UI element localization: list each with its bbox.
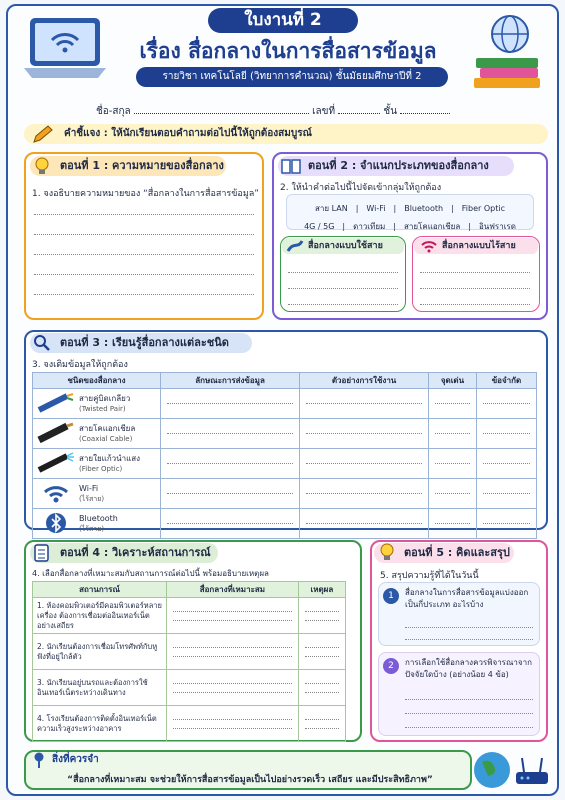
- situation-cell: 3. นักเรียนอยู่บนรถและต้องการใช้อินเทอร์เน็ตระหว่างเดินทาง: [33, 670, 167, 706]
- summary-number: 2: [383, 658, 399, 674]
- media-sub: (Fiber Optic): [79, 464, 123, 473]
- answer-cell[interactable]: [161, 449, 300, 479]
- number-label: เลขที่: [312, 106, 336, 117]
- summary-question: การเลือกใช้สื่อกลางควรพิจารณาจากปัจจัยใดบ้าง (อย่างน้อย 4 ข้อ): [405, 658, 532, 679]
- answer-cell[interactable]: [476, 389, 536, 419]
- answer-line[interactable]: [405, 727, 533, 728]
- word-chip: 4G / 5G: [304, 222, 335, 231]
- part5-question: 5. สรุปความรู้ที่ได้ในวันนี้: [380, 571, 479, 581]
- word-separator: |: [355, 204, 359, 213]
- fiber-optic-cable-icon: [37, 452, 75, 476]
- word-bank-row-1: [287, 198, 533, 216]
- answer-line[interactable]: [34, 254, 254, 255]
- answer-cell[interactable]: [476, 479, 536, 509]
- media-type-cell: [33, 419, 161, 449]
- answer-cell[interactable]: [476, 419, 536, 449]
- twisted-pair-cable-icon: [37, 392, 75, 416]
- answer-cell[interactable]: [429, 449, 477, 479]
- pin-icon: [30, 751, 48, 769]
- answer-cell[interactable]: [300, 419, 429, 449]
- table-row: [33, 598, 346, 634]
- name-label: ชื่อ-สกุล: [96, 106, 131, 117]
- word-separator: |: [393, 222, 396, 231]
- situation-table: [32, 581, 346, 742]
- wifi-icon: [37, 482, 75, 506]
- summary-question: สื่อกลางในการสื่อสารข้อมูลแบ่งออกเป็นกี่ประเภท อะไรบ้าง: [405, 588, 529, 609]
- column-header: ชนิดของสื่อกลาง: [33, 373, 161, 389]
- answer-line[interactable]: [34, 274, 254, 275]
- checklist-icon: [33, 544, 51, 562]
- table-row: [33, 389, 537, 419]
- situation-cell: 4. โรงเรียนต้องการติดตั้งอินเทอร์เน็ตความเร็วสูงระหว่างอาคาร: [33, 706, 167, 742]
- word-chip: สายโคแอกเชียล: [403, 222, 461, 231]
- book-icon: [280, 157, 302, 175]
- summary-item-2: [378, 652, 540, 736]
- media-sub: (ไร้สาย): [79, 524, 105, 533]
- answer-line[interactable]: [288, 272, 398, 273]
- bluetooth-icon: [37, 512, 75, 536]
- answer-cell[interactable]: [167, 634, 299, 670]
- answer-line[interactable]: [34, 234, 254, 235]
- lightbulb-icon: [33, 157, 51, 175]
- name-field[interactable]: [134, 104, 309, 114]
- part4-title: ตอนที่ 4 : วิเคราะห์สถานการณ์: [30, 543, 218, 563]
- answer-cell[interactable]: [300, 389, 429, 419]
- media-sub: (ไร้สาย): [79, 494, 105, 503]
- part3-title: ตอนที่ 3 : เรียนรู้สื่อกลางแต่ละชนิด: [30, 333, 252, 353]
- column-header: เหตุผล: [298, 582, 345, 598]
- answer-cell[interactable]: [161, 389, 300, 419]
- remember-text: “สื่อกลางที่เหมาะสม จะช่วยให้การสื่อสารข้อมูลเป็นไปอย่างรวดเร็ว เสถียร และมีประสิทธิภาพ”: [67, 775, 433, 785]
- globe-router-icon: [472, 746, 552, 792]
- table-row: [33, 479, 537, 509]
- column-header: สื่อกลางที่เหมาะสม: [167, 582, 299, 598]
- part4-question: 4. เลือกสื่อกลางที่เหมาะสมกับสถานการณ์ต่อไปนี้ พร้อมอธิบายเหตุผล: [32, 569, 269, 578]
- answer-line[interactable]: [288, 288, 398, 289]
- word-chip: สาย LAN: [315, 204, 348, 213]
- part1-title: ตอนที่ 1 : ความหมายของสื่อกลาง: [30, 156, 226, 176]
- media-type-cell: [33, 389, 161, 419]
- word-chip: Fiber Optic: [461, 204, 505, 213]
- word-separator: |: [451, 204, 454, 213]
- wifi-icon: [420, 239, 438, 253]
- answer-cell[interactable]: [300, 479, 429, 509]
- summary-number: 1: [383, 588, 399, 604]
- column-header: ลักษณะการส่งข้อมูล: [161, 373, 300, 389]
- idea-bulb-icon: [378, 543, 396, 561]
- word-separator: |: [393, 204, 397, 213]
- answer-cell[interactable]: [300, 449, 429, 479]
- word-separator: |: [342, 222, 346, 231]
- word-bank: [286, 194, 534, 230]
- student-info-row: [96, 104, 450, 119]
- word-separator: |: [468, 222, 471, 231]
- answer-cell[interactable]: [167, 670, 299, 706]
- answer-line[interactable]: [405, 627, 533, 628]
- table-row: [33, 419, 537, 449]
- answer-cell[interactable]: [429, 509, 477, 539]
- media-type-cell: [33, 479, 161, 509]
- answer-cell[interactable]: [167, 706, 299, 742]
- media-type-cell: [33, 449, 161, 479]
- media-sub: (Coaxial Cable): [79, 434, 133, 443]
- answer-cell[interactable]: [476, 449, 536, 479]
- table-row: [33, 509, 537, 539]
- answer-line[interactable]: [405, 639, 533, 640]
- word-chip: Wi-Fi: [366, 204, 386, 213]
- answer-line[interactable]: [34, 294, 254, 295]
- part2-question: 2. ให้นำคำต่อไปนี้ไปจัดเข้ากลุ่มให้ถูกต้อง: [280, 183, 442, 193]
- situation-cell: 2. นักเรียนต้องการเชื่อมโทรศัพท์กับหูฟังที่อยู่ใกล้ตัว: [33, 634, 167, 670]
- media-name: สายใยแก้วนำแสง: [79, 453, 141, 463]
- answer-line[interactable]: [288, 304, 398, 305]
- column-header: ตัวอย่างการใช้งาน: [300, 373, 429, 389]
- course-label: รายวิชา เทคโนโลยี (วิทยาการคำนวณ) ชั้นมัธยมศึกษาปีที่ 2: [136, 67, 448, 87]
- word-chip: ดาวเทียม: [353, 222, 386, 231]
- table-row: [33, 634, 346, 670]
- media-name: Bluetooth: [79, 513, 118, 523]
- answer-cell[interactable]: [476, 509, 536, 539]
- media-table: [32, 372, 537, 539]
- word-bank-row-2: [287, 216, 533, 234]
- answer-cell[interactable]: [429, 419, 477, 449]
- answer-cell[interactable]: [161, 509, 300, 539]
- answer-cell[interactable]: [298, 598, 345, 634]
- class-label: ชั้น: [383, 106, 398, 117]
- column-header: ข้อจำกัด: [476, 373, 536, 389]
- answer-line[interactable]: [420, 272, 530, 273]
- answer-cell[interactable]: [429, 479, 477, 509]
- summary-item-1: [378, 582, 540, 646]
- instruction-bar: คำชี้แจง : ให้นักเรียนตอบคำถามต่อไปนี้ให้ถูกต้องสมบูรณ์: [24, 124, 548, 144]
- answer-line[interactable]: [34, 214, 254, 215]
- answer-line[interactable]: [420, 288, 530, 289]
- class-field[interactable]: [400, 104, 450, 114]
- media-name: Wi-Fi: [79, 483, 99, 493]
- part3-question: 3. จงเติมข้อมูลให้ถูกต้อง: [32, 360, 128, 370]
- part2-title: ตอนที่ 2 : จำแนกประเภทของสื่อกลาง: [278, 156, 514, 176]
- column-header: จุดเด่น: [429, 373, 477, 389]
- number-field[interactable]: [338, 104, 380, 114]
- table-row: [33, 449, 537, 479]
- answer-cell[interactable]: [161, 419, 300, 449]
- pencil-icon: [30, 124, 56, 146]
- globe-books-icon: [466, 12, 548, 94]
- answer-cell[interactable]: [300, 509, 429, 539]
- column-header: สถานการณ์: [33, 582, 167, 598]
- answer-cell[interactable]: [161, 479, 300, 509]
- media-sub: (Twisted Pair): [79, 404, 126, 413]
- answer-cell[interactable]: [167, 598, 299, 634]
- table-row: [33, 670, 346, 706]
- answer-cell[interactable]: [298, 634, 345, 670]
- answer-cell[interactable]: [298, 706, 345, 742]
- wireless-group-label: สื่อกลางแบบไร้สาย: [414, 238, 538, 254]
- wired-group-label: สื่อกลางแบบใช้สาย: [282, 238, 404, 254]
- worksheet-title: ใบงานที่ 2: [208, 8, 358, 33]
- word-chip: Bluetooth: [404, 204, 444, 213]
- laptop-wifi-icon: [22, 14, 112, 94]
- media-name: สายโคแอกเชียล: [79, 423, 136, 433]
- answer-line[interactable]: [405, 699, 533, 700]
- situation-cell: 1. ห้องคอมพิวเตอร์มีคอมพิวเตอร์หลายเครื่อง ต้องการเชื่อมต่ออินเทอร์เน็ตอย่างเสถียร: [33, 598, 167, 634]
- answer-cell[interactable]: [298, 670, 345, 706]
- magnifier-icon: [33, 334, 51, 352]
- remember-label: สิ่งที่ควรจำ: [52, 754, 99, 765]
- subject-title: เรื่อง สื่อกลางในการสื่อสารข้อมูล: [139, 39, 437, 63]
- cable-icon: [286, 239, 304, 253]
- media-type-cell: [33, 509, 161, 539]
- part1-question: 1. จงอธิบายความหมายของ “สื่อกลางในการสื่อสารข้อมูล”: [32, 189, 259, 199]
- answer-line[interactable]: [420, 304, 530, 305]
- word-chip: อินฟราเรด: [478, 222, 516, 231]
- answer-cell[interactable]: [429, 389, 477, 419]
- media-name: สายคู่บิดเกลียว: [79, 393, 131, 403]
- coaxial-cable-icon: [37, 422, 75, 446]
- answer-line[interactable]: [405, 713, 533, 714]
- part5-title: ตอนที่ 5 : คิดและสรุป: [374, 543, 514, 563]
- table-row: [33, 706, 346, 742]
